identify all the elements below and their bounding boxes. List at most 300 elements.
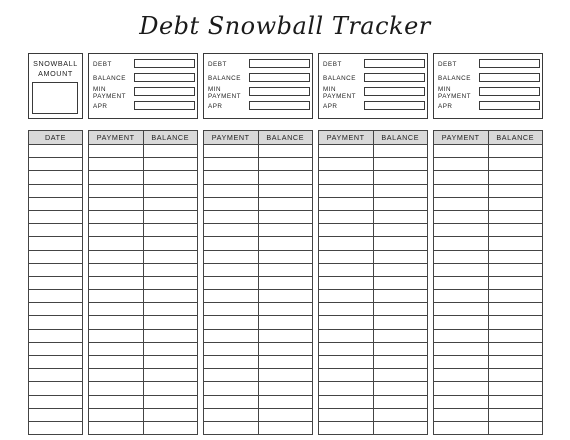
table-row	[89, 408, 198, 421]
table-row	[29, 329, 83, 342]
table-row	[29, 408, 83, 421]
payment-cell[interactable]	[89, 263, 144, 276]
payment-cell[interactable]	[204, 408, 259, 421]
balance-cell[interactable]	[143, 237, 198, 250]
date-cell[interactable]	[29, 316, 83, 329]
apr-label: APR	[208, 103, 223, 110]
balance-cell[interactable]	[143, 316, 198, 329]
balance-cell[interactable]	[488, 356, 543, 369]
table-row	[319, 382, 428, 395]
payment-cell[interactable]	[204, 342, 259, 355]
balance-cell[interactable]	[258, 237, 313, 250]
balance-cell[interactable]	[258, 250, 313, 263]
table-row	[434, 382, 543, 395]
table-row	[319, 408, 428, 421]
payment-cell[interactable]	[319, 145, 374, 158]
balance-cell[interactable]	[143, 197, 198, 210]
table-body	[29, 145, 83, 435]
date-cell[interactable]	[29, 237, 83, 250]
balance-cell[interactable]	[258, 382, 313, 395]
snowball-amount-field[interactable]	[32, 82, 78, 114]
balance-cell[interactable]	[373, 197, 428, 210]
balance-cell[interactable]	[258, 158, 313, 171]
payment-cell[interactable]	[434, 158, 489, 171]
payment-cell[interactable]	[204, 382, 259, 395]
date-cell[interactable]	[29, 369, 83, 382]
table-row	[204, 408, 313, 421]
payment-cell[interactable]	[204, 145, 259, 158]
payment-cell[interactable]	[434, 145, 489, 158]
apr-field[interactable]	[249, 101, 310, 110]
payment-cell[interactable]	[204, 237, 259, 250]
payment-cell[interactable]	[319, 158, 374, 171]
date-cell[interactable]	[29, 276, 83, 289]
payment-cell[interactable]	[434, 290, 489, 303]
payment-cell[interactable]	[434, 395, 489, 408]
payment-cell[interactable]	[204, 303, 259, 316]
balance-cell[interactable]	[143, 421, 198, 434]
table-row	[89, 316, 198, 329]
payment-cell[interactable]	[89, 250, 144, 263]
debt-info-box-2	[203, 53, 313, 119]
payment-cell[interactable]	[89, 237, 144, 250]
table-row	[89, 224, 198, 237]
table-row	[204, 369, 313, 382]
table-row	[319, 210, 428, 223]
payment-cell[interactable]	[89, 342, 144, 355]
balance-cell[interactable]	[373, 369, 428, 382]
payment-cell[interactable]	[434, 276, 489, 289]
payment-cell[interactable]	[89, 316, 144, 329]
payment-cell[interactable]	[319, 184, 374, 197]
debt-field[interactable]	[479, 59, 540, 68]
date-cell[interactable]	[29, 421, 83, 434]
table-row	[29, 356, 83, 369]
table-row	[434, 171, 543, 184]
payment-cell[interactable]	[89, 224, 144, 237]
payment-cell[interactable]	[319, 316, 374, 329]
table-row	[434, 145, 543, 158]
balance-cell[interactable]	[373, 395, 428, 408]
payment-cell[interactable]	[89, 184, 144, 197]
table-row	[204, 329, 313, 342]
payment-cell[interactable]	[434, 263, 489, 276]
balance-cell[interactable]	[258, 263, 313, 276]
payment-cell[interactable]	[204, 171, 259, 184]
balance-cell[interactable]	[143, 382, 198, 395]
balance-cell[interactable]	[143, 250, 198, 263]
min-payment-field[interactable]	[479, 87, 540, 96]
payment-cell[interactable]	[434, 356, 489, 369]
table-row	[204, 303, 313, 316]
balance-cell[interactable]	[143, 290, 198, 303]
balance-cell[interactable]	[373, 171, 428, 184]
table-row	[29, 197, 83, 210]
payment-cell[interactable]	[319, 263, 374, 276]
payment-cell[interactable]	[89, 145, 144, 158]
table-row	[89, 171, 198, 184]
date-cell[interactable]	[29, 263, 83, 276]
table-row	[89, 382, 198, 395]
payment-cell[interactable]	[204, 197, 259, 210]
table-row	[89, 369, 198, 382]
table-row	[89, 197, 198, 210]
table-row	[89, 329, 198, 342]
balance-cell[interactable]	[488, 184, 543, 197]
balance-cell[interactable]	[143, 210, 198, 223]
payment-cell[interactable]	[89, 382, 144, 395]
debt-info-box-3	[318, 53, 428, 119]
table-body	[434, 145, 543, 435]
balance-cell[interactable]	[488, 197, 543, 210]
payment-cell[interactable]	[319, 303, 374, 316]
balance-cell[interactable]	[488, 303, 543, 316]
balance-field[interactable]	[479, 73, 540, 82]
balance-cell[interactable]	[373, 382, 428, 395]
balance-cell[interactable]	[373, 210, 428, 223]
payment-cell[interactable]	[204, 276, 259, 289]
apr-field[interactable]	[479, 101, 540, 110]
table-row	[89, 356, 198, 369]
min-payment-field[interactable]	[249, 87, 310, 96]
date-cell[interactable]	[29, 171, 83, 184]
balance-cell[interactable]	[258, 395, 313, 408]
payment-cell[interactable]	[89, 171, 144, 184]
table-row	[434, 356, 543, 369]
balance-cell[interactable]	[258, 329, 313, 342]
payment-cell[interactable]	[319, 369, 374, 382]
balance-field[interactable]	[364, 73, 425, 82]
balance-cell[interactable]	[488, 316, 543, 329]
balance-cell[interactable]	[258, 408, 313, 421]
table-row	[204, 210, 313, 223]
date-header: DATE	[29, 131, 83, 145]
balance-cell[interactable]	[143, 395, 198, 408]
payment-cell[interactable]	[434, 171, 489, 184]
balance-cell[interactable]	[488, 421, 543, 434]
debt-info-box-1	[88, 53, 198, 119]
date-cell[interactable]	[29, 210, 83, 223]
payment-cell[interactable]	[434, 197, 489, 210]
table-row	[319, 145, 428, 158]
balance-cell[interactable]	[143, 303, 198, 316]
balance-cell[interactable]	[488, 210, 543, 223]
table-row	[29, 184, 83, 197]
table-row	[29, 276, 83, 289]
balance-cell[interactable]	[373, 342, 428, 355]
date-cell[interactable]	[29, 224, 83, 237]
table-row	[434, 237, 543, 250]
date-cell[interactable]	[29, 356, 83, 369]
payment-cell[interactable]	[434, 184, 489, 197]
table-row	[319, 395, 428, 408]
payment-cell[interactable]	[319, 356, 374, 369]
date-cell[interactable]	[29, 395, 83, 408]
balance-cell[interactable]	[373, 158, 428, 171]
payment-cell[interactable]	[89, 369, 144, 382]
payment-cell[interactable]	[204, 184, 259, 197]
payment-cell[interactable]	[319, 197, 374, 210]
balance-cell[interactable]	[373, 145, 428, 158]
payment-cell[interactable]	[89, 197, 144, 210]
balance-cell[interactable]	[488, 329, 543, 342]
payment-cell[interactable]	[89, 408, 144, 421]
table-row	[89, 184, 198, 197]
balance-cell[interactable]	[488, 395, 543, 408]
balance-cell[interactable]	[373, 356, 428, 369]
balance-cell[interactable]	[373, 263, 428, 276]
table-row	[29, 369, 83, 382]
table-row	[434, 395, 543, 408]
balance-cell[interactable]	[373, 421, 428, 434]
payment-cell[interactable]	[204, 250, 259, 263]
table-row	[29, 224, 83, 237]
balance-cell[interactable]	[373, 184, 428, 197]
balance-cell[interactable]	[258, 276, 313, 289]
balance-cell[interactable]	[143, 224, 198, 237]
balance-cell[interactable]	[373, 224, 428, 237]
payment-cell[interactable]	[319, 342, 374, 355]
balance-cell[interactable]	[258, 224, 313, 237]
debt-label: DEBT	[438, 61, 457, 68]
payment-cell[interactable]	[434, 303, 489, 316]
payment-balance-table-2	[203, 130, 313, 435]
table-row	[204, 197, 313, 210]
balance-cell[interactable]	[488, 382, 543, 395]
table-row	[29, 382, 83, 395]
balance-row	[93, 73, 195, 85]
payment-cell[interactable]	[434, 237, 489, 250]
payment-balance-table-1	[88, 130, 198, 435]
table-row	[434, 197, 543, 210]
balance-cell[interactable]	[488, 145, 543, 158]
apr-field[interactable]	[134, 101, 195, 110]
balance-label: BALANCE	[323, 75, 356, 82]
balance-cell[interactable]	[373, 276, 428, 289]
balance-cell[interactable]	[488, 408, 543, 421]
balance-cell[interactable]	[373, 250, 428, 263]
balance-cell[interactable]	[488, 276, 543, 289]
payment-cell[interactable]	[434, 421, 489, 434]
payment-cell[interactable]	[434, 210, 489, 223]
apr-field[interactable]	[364, 101, 425, 110]
date-cell[interactable]	[29, 290, 83, 303]
table-row	[89, 237, 198, 250]
balance-cell[interactable]	[258, 316, 313, 329]
payment-cell[interactable]	[204, 224, 259, 237]
balance-cell[interactable]	[258, 290, 313, 303]
payment-cell[interactable]	[319, 276, 374, 289]
date-cell[interactable]	[29, 197, 83, 210]
payment-cell[interactable]	[434, 250, 489, 263]
debt-field[interactable]	[134, 59, 195, 68]
payment-cell[interactable]	[204, 421, 259, 434]
balance-cell[interactable]	[143, 356, 198, 369]
table-row	[204, 158, 313, 171]
balance-cell[interactable]	[488, 224, 543, 237]
table-row	[89, 210, 198, 223]
payment-cell[interactable]	[204, 316, 259, 329]
payment-cell[interactable]	[434, 224, 489, 237]
balance-cell[interactable]	[488, 250, 543, 263]
payment-cell[interactable]	[319, 421, 374, 434]
apr-label: APR	[93, 103, 108, 110]
payment-cell[interactable]	[89, 421, 144, 434]
balance-cell[interactable]	[143, 342, 198, 355]
balance-field[interactable]	[134, 73, 195, 82]
payment-cell[interactable]	[204, 263, 259, 276]
table-row	[204, 250, 313, 263]
balance-cell[interactable]	[258, 210, 313, 223]
balance-cell[interactable]	[258, 171, 313, 184]
balance-cell[interactable]	[373, 329, 428, 342]
payment-header: PAYMENT	[204, 131, 259, 145]
balance-cell[interactable]	[258, 197, 313, 210]
balance-cell[interactable]	[258, 421, 313, 434]
balance-cell[interactable]	[143, 369, 198, 382]
payment-cell[interactable]	[434, 369, 489, 382]
min-payment-field[interactable]	[134, 87, 195, 96]
payment-cell[interactable]	[89, 158, 144, 171]
balance-cell[interactable]	[258, 356, 313, 369]
payment-cell[interactable]	[89, 276, 144, 289]
table-row	[204, 316, 313, 329]
payment-cell[interactable]	[319, 408, 374, 421]
table-row	[434, 250, 543, 263]
apr-row	[438, 101, 540, 113]
debt-field[interactable]	[249, 59, 310, 68]
payment-cell[interactable]	[204, 356, 259, 369]
min-payment-label: MIN PAYMENT	[438, 86, 472, 100]
table-row	[319, 342, 428, 355]
table-row	[89, 342, 198, 355]
payment-cell[interactable]	[89, 395, 144, 408]
table-row	[29, 421, 83, 434]
min-payment-field[interactable]	[364, 87, 425, 96]
debt-row	[93, 59, 195, 71]
balance-header: BALANCE	[488, 131, 543, 145]
payment-cell[interactable]	[434, 329, 489, 342]
payment-cell[interactable]	[204, 329, 259, 342]
balance-cell[interactable]	[373, 316, 428, 329]
table-row	[319, 421, 428, 434]
payment-cell[interactable]	[434, 408, 489, 421]
date-cell[interactable]	[29, 158, 83, 171]
balance-label: BALANCE	[438, 75, 471, 82]
balance-cell[interactable]	[373, 303, 428, 316]
date-cell[interactable]	[29, 329, 83, 342]
balance-cell[interactable]	[488, 263, 543, 276]
balance-cell[interactable]	[143, 329, 198, 342]
payment-cell[interactable]	[89, 210, 144, 223]
payment-cell[interactable]	[204, 290, 259, 303]
balance-cell[interactable]	[373, 290, 428, 303]
balance-cell[interactable]	[258, 369, 313, 382]
balance-header: BALANCE	[373, 131, 428, 145]
payment-cell[interactable]	[319, 329, 374, 342]
payment-cell[interactable]	[319, 250, 374, 263]
date-cell[interactable]	[29, 184, 83, 197]
payment-cell[interactable]	[204, 395, 259, 408]
balance-row	[323, 73, 425, 85]
table-row	[434, 421, 543, 434]
payment-cell[interactable]	[319, 224, 374, 237]
balance-cell[interactable]	[258, 342, 313, 355]
snowball-amount-label: SNOWBALL AMOUNT	[33, 59, 78, 78]
table-row	[434, 408, 543, 421]
debt-info-box-4	[433, 53, 543, 119]
payment-cell[interactable]	[319, 395, 374, 408]
date-cell[interactable]	[29, 342, 83, 355]
payment-cell[interactable]	[89, 303, 144, 316]
table-row	[89, 276, 198, 289]
table-row	[319, 250, 428, 263]
payment-cell[interactable]	[434, 382, 489, 395]
payment-cell[interactable]	[89, 356, 144, 369]
balance-cell[interactable]	[258, 184, 313, 197]
table-row	[319, 276, 428, 289]
date-cell[interactable]	[29, 408, 83, 421]
payment-cell[interactable]	[89, 329, 144, 342]
table-row	[204, 356, 313, 369]
date-cell[interactable]	[29, 382, 83, 395]
table-row	[204, 263, 313, 276]
balance-cell[interactable]	[488, 290, 543, 303]
payment-cell[interactable]	[319, 382, 374, 395]
date-cell[interactable]	[29, 303, 83, 316]
balance-cell[interactable]	[143, 145, 198, 158]
balance-cell[interactable]	[143, 408, 198, 421]
balance-field[interactable]	[249, 73, 310, 82]
balance-cell[interactable]	[373, 408, 428, 421]
payment-cell[interactable]	[319, 210, 374, 223]
balance-cell[interactable]	[258, 145, 313, 158]
payment-cell[interactable]	[89, 290, 144, 303]
table-row	[434, 369, 543, 382]
payment-cell[interactable]	[319, 237, 374, 250]
balance-cell[interactable]	[143, 158, 198, 171]
balance-cell[interactable]	[143, 184, 198, 197]
min-payment-label: MIN PAYMENT	[323, 86, 357, 100]
balance-cell[interactable]	[488, 171, 543, 184]
payment-header: PAYMENT	[319, 131, 374, 145]
payment-cell[interactable]	[434, 342, 489, 355]
snowball-amount-box	[28, 53, 83, 119]
table-row	[434, 329, 543, 342]
balance-cell[interactable]	[488, 369, 543, 382]
balance-cell[interactable]	[488, 237, 543, 250]
payment-cell[interactable]	[204, 210, 259, 223]
balance-cell[interactable]	[143, 171, 198, 184]
payment-cell[interactable]	[319, 171, 374, 184]
balance-cell[interactable]	[488, 158, 543, 171]
balance-label: BALANCE	[208, 75, 241, 82]
debt-field[interactable]	[364, 59, 425, 68]
balance-cell[interactable]	[143, 276, 198, 289]
payment-cell[interactable]	[204, 158, 259, 171]
apr-row	[323, 101, 425, 113]
balance-cell[interactable]	[143, 263, 198, 276]
balance-cell[interactable]	[258, 303, 313, 316]
payment-cell[interactable]	[204, 369, 259, 382]
date-cell[interactable]	[29, 250, 83, 263]
table-body	[89, 145, 198, 435]
balance-cell[interactable]	[488, 342, 543, 355]
payment-cell[interactable]	[319, 290, 374, 303]
payment-cell[interactable]	[434, 316, 489, 329]
balance-cell[interactable]	[373, 237, 428, 250]
date-cell[interactable]	[29, 145, 83, 158]
